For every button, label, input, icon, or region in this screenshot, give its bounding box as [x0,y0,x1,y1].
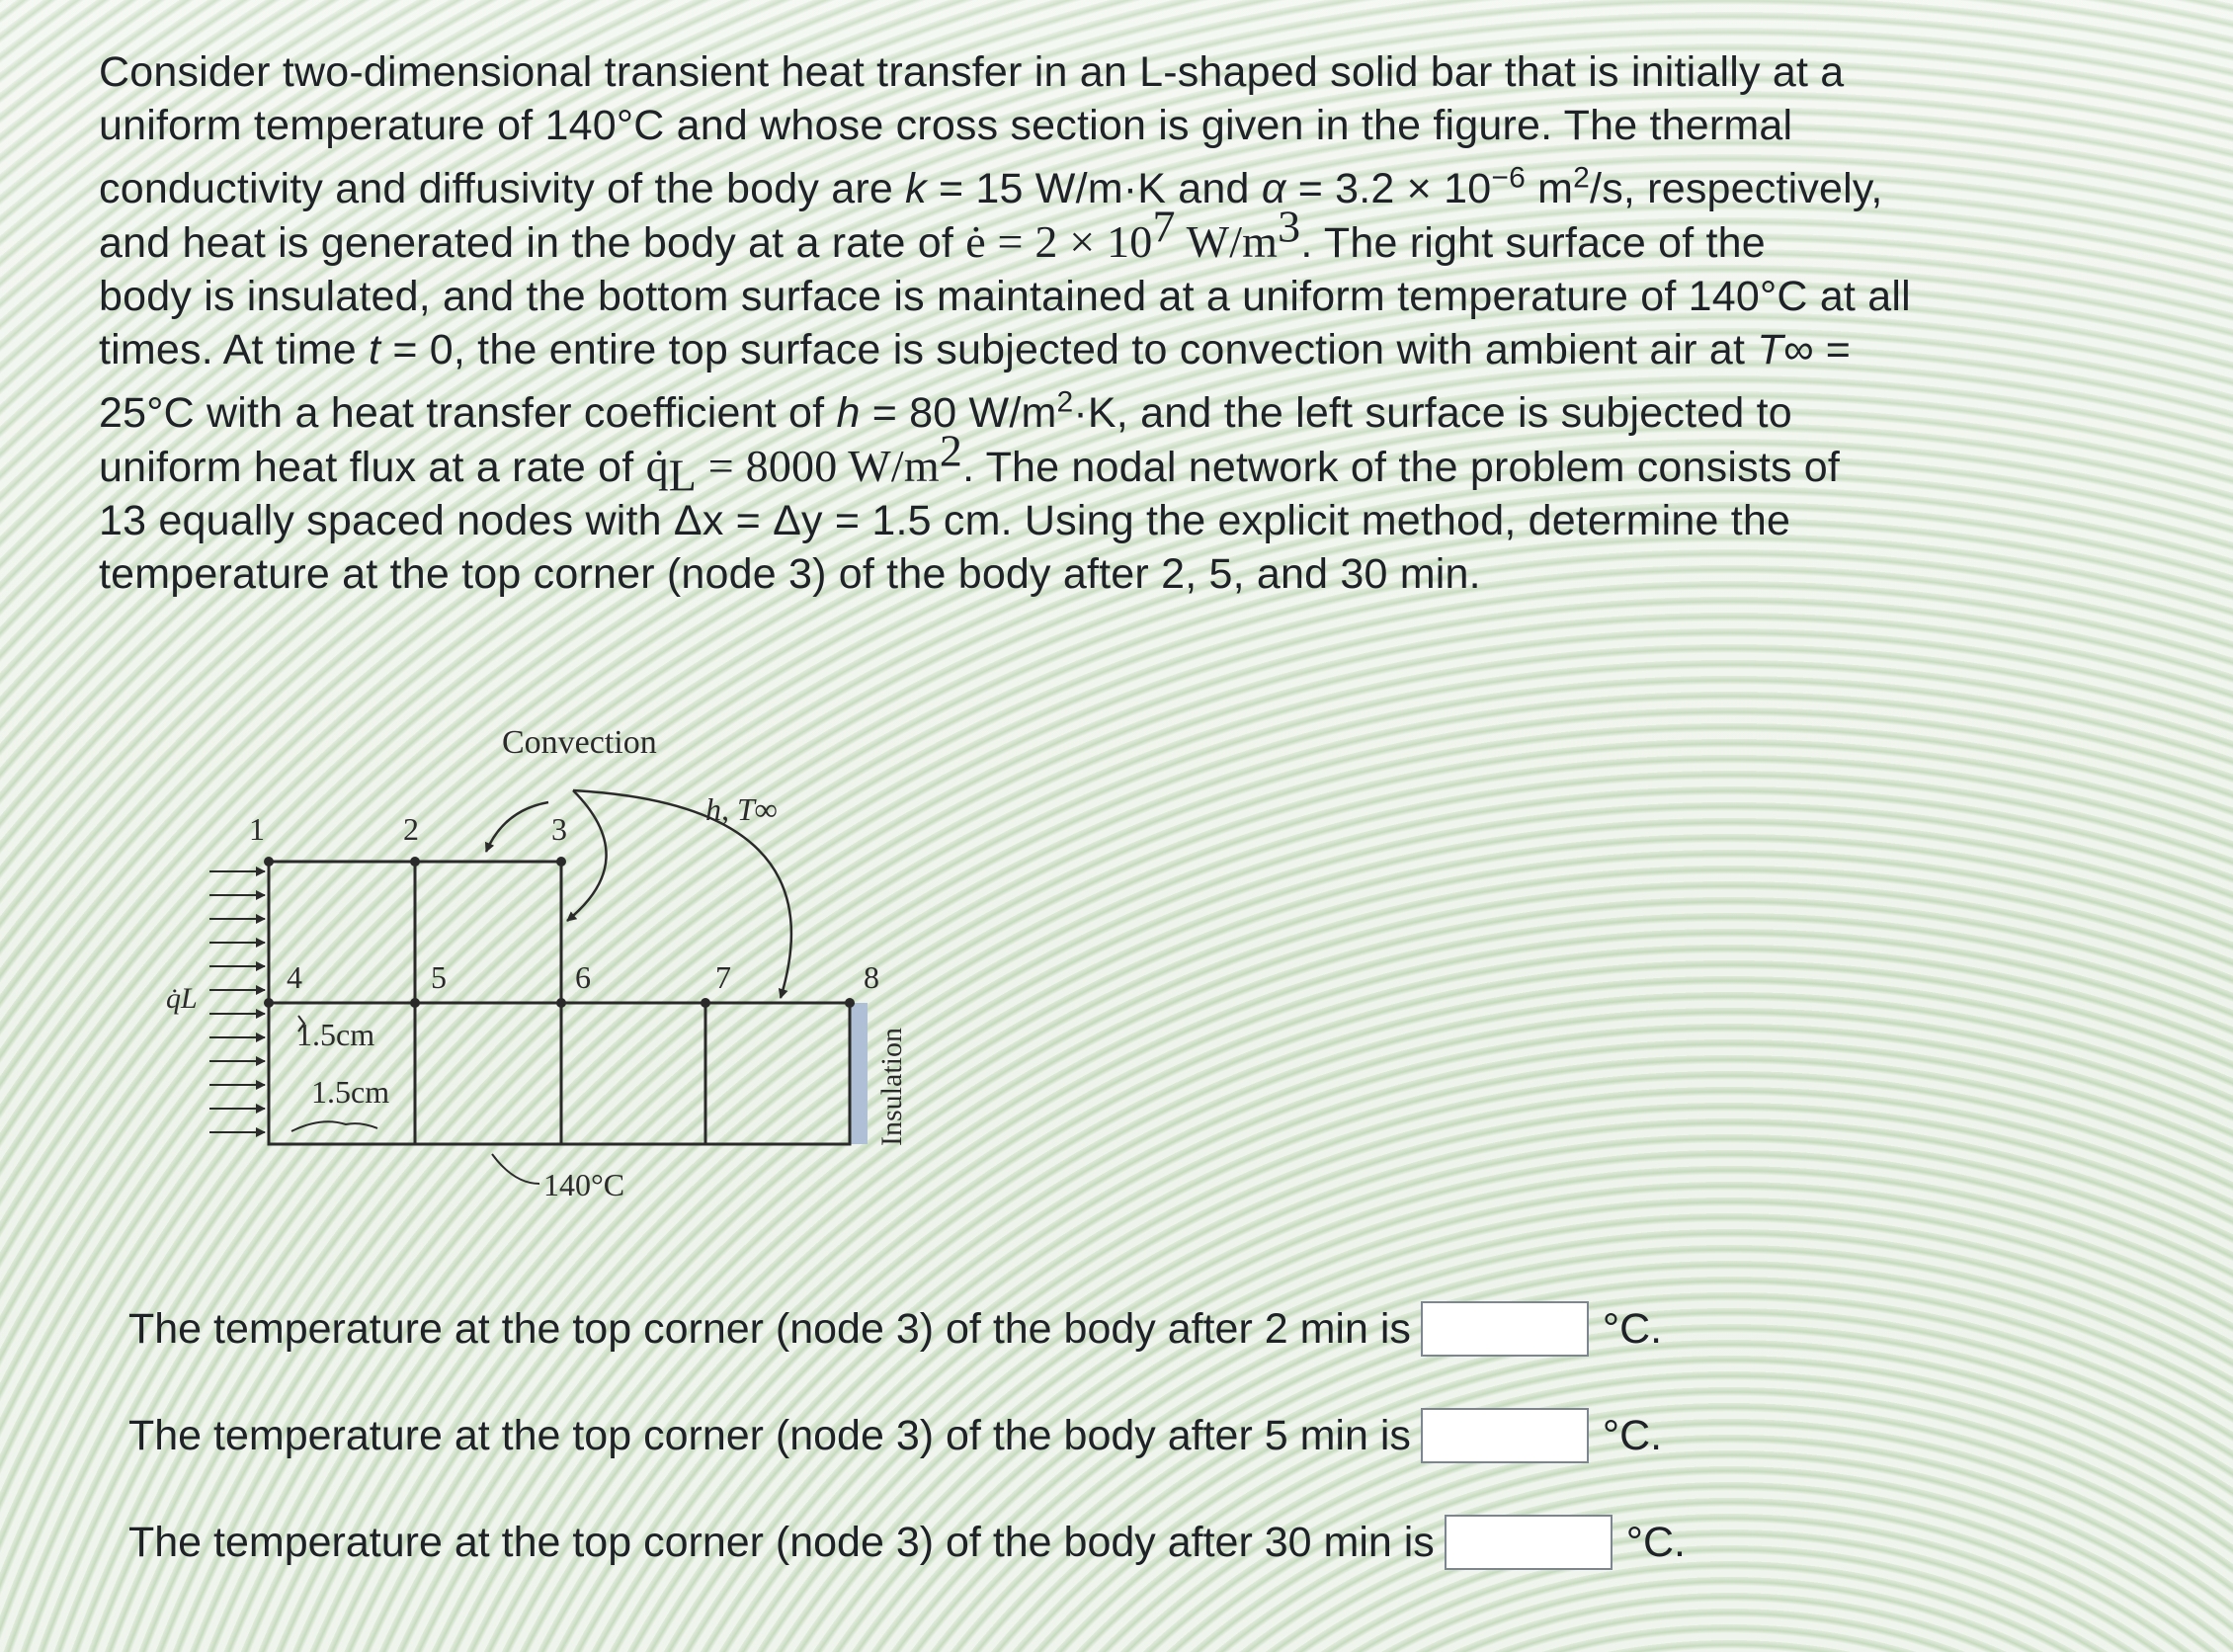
l-shaped-bar-figure [148,711,939,1225]
qL-label: q̇L [166,982,198,1015]
problem-line-5: body is insulated, and the bottom surface is maintained at a uniform temperature of 140°C at all [99,273,1911,320]
bottom-temp-label: 140°C [543,1167,625,1202]
answer-row-2min [128,1294,1662,1363]
answer-row-30min [128,1508,1686,1577]
problem-statement [99,45,2193,601]
problem-line-8: uniform heat flux at a rate of $q̇_L = 8000$ $W/m^2$. The nodal network of the problem consists of [99,425,1841,501]
insulation-strip [850,1003,868,1144]
node-dot-5 [410,998,420,1008]
node-label-3: 3 [551,811,567,847]
node-label-6: 6 [575,959,591,995]
problem-line-2: uniform temperature of 140°C and whose cross section is given in the figure. The thermal [99,102,1793,149]
node-label-4: 4 [287,959,302,995]
problem-line-4: and heat is generated in the body at a rate of ė = $2 \times 10^7$ $W/m^3$. The right surface of the [99,201,1766,267]
node-label-7: 7 [715,959,731,995]
convection-arrow-to-node-2-3 [486,802,548,852]
convection-label: Convection [502,724,657,761]
node-dot-3 [556,857,566,867]
answer-prompt-5min: The temperature at the top corner (node 3) of the body after 5 min is [128,1411,1411,1459]
answer-prompt-2min: The temperature at the top corner (node 3) of the body after 2 min is [128,1304,1411,1353]
convection-arrow-to-node-3 [567,790,607,921]
h-tinf-label: h, T∞ [705,791,778,827]
node-points [264,857,855,1008]
problem-line-10: temperature at the top corner (node 3) of the body after 2, 5, and 30 min. [99,550,1481,598]
dx-label: 1.5cm [296,1017,375,1052]
figure-svg [148,711,939,1225]
answer-input-2min[interactable] [1421,1301,1589,1357]
node-label-8: 8 [864,959,879,995]
node-label-2: 2 [403,811,419,847]
node-dot-2 [410,857,420,867]
node-dot-8 [845,998,855,1008]
answer-row-5min [128,1401,1662,1470]
answer-input-30min[interactable] [1445,1515,1613,1570]
node-dot-4 [264,998,274,1008]
bottom-temp-leader [492,1154,539,1184]
insulation-label: Insulation [875,1028,908,1146]
node-dot-6 [556,998,566,1008]
problem-line-1: Consider two-dimensional transient heat transfer in an L-shaped solid bar that is initially at a [99,48,1845,96]
dy-label: 1.5cm [311,1074,390,1110]
problem-line-3: conductivity and diffusivity of the body are k = 15 W/m·K and $\alpha = 3.2 \times 10^{-6}$ $m^2/s$, respectively, [99,161,1883,212]
node-label-5: 5 [431,959,447,995]
answer-unit-2min: °C. [1602,1304,1663,1353]
problem-line-6: times. At time t = 0, the entire top surface is subjected to convection with ambient air at T∞ = [99,326,1852,373]
answer-input-5min[interactable] [1421,1408,1589,1463]
answer-prompt-30min: The temperature at the top corner (node 3) of the body after 30 min is [128,1518,1435,1566]
node-label-1: 1 [249,811,265,847]
answer-unit-30min: °C. [1625,1518,1686,1566]
problem-line-7: 25°C with a heat transfer coefficient of h = 80 $W/m^2\cdot K$, and the left surface is subjected to [99,385,1792,437]
node-dot-7 [701,998,710,1008]
problem-line-9: 13 equally spaced nodes with Δx = Δy = 1.5 cm. Using the explicit method, determine the [99,497,1791,544]
answer-unit-5min: °C. [1602,1411,1663,1459]
node-dot-1 [264,857,274,867]
heat-flux-arrows [209,871,265,1132]
